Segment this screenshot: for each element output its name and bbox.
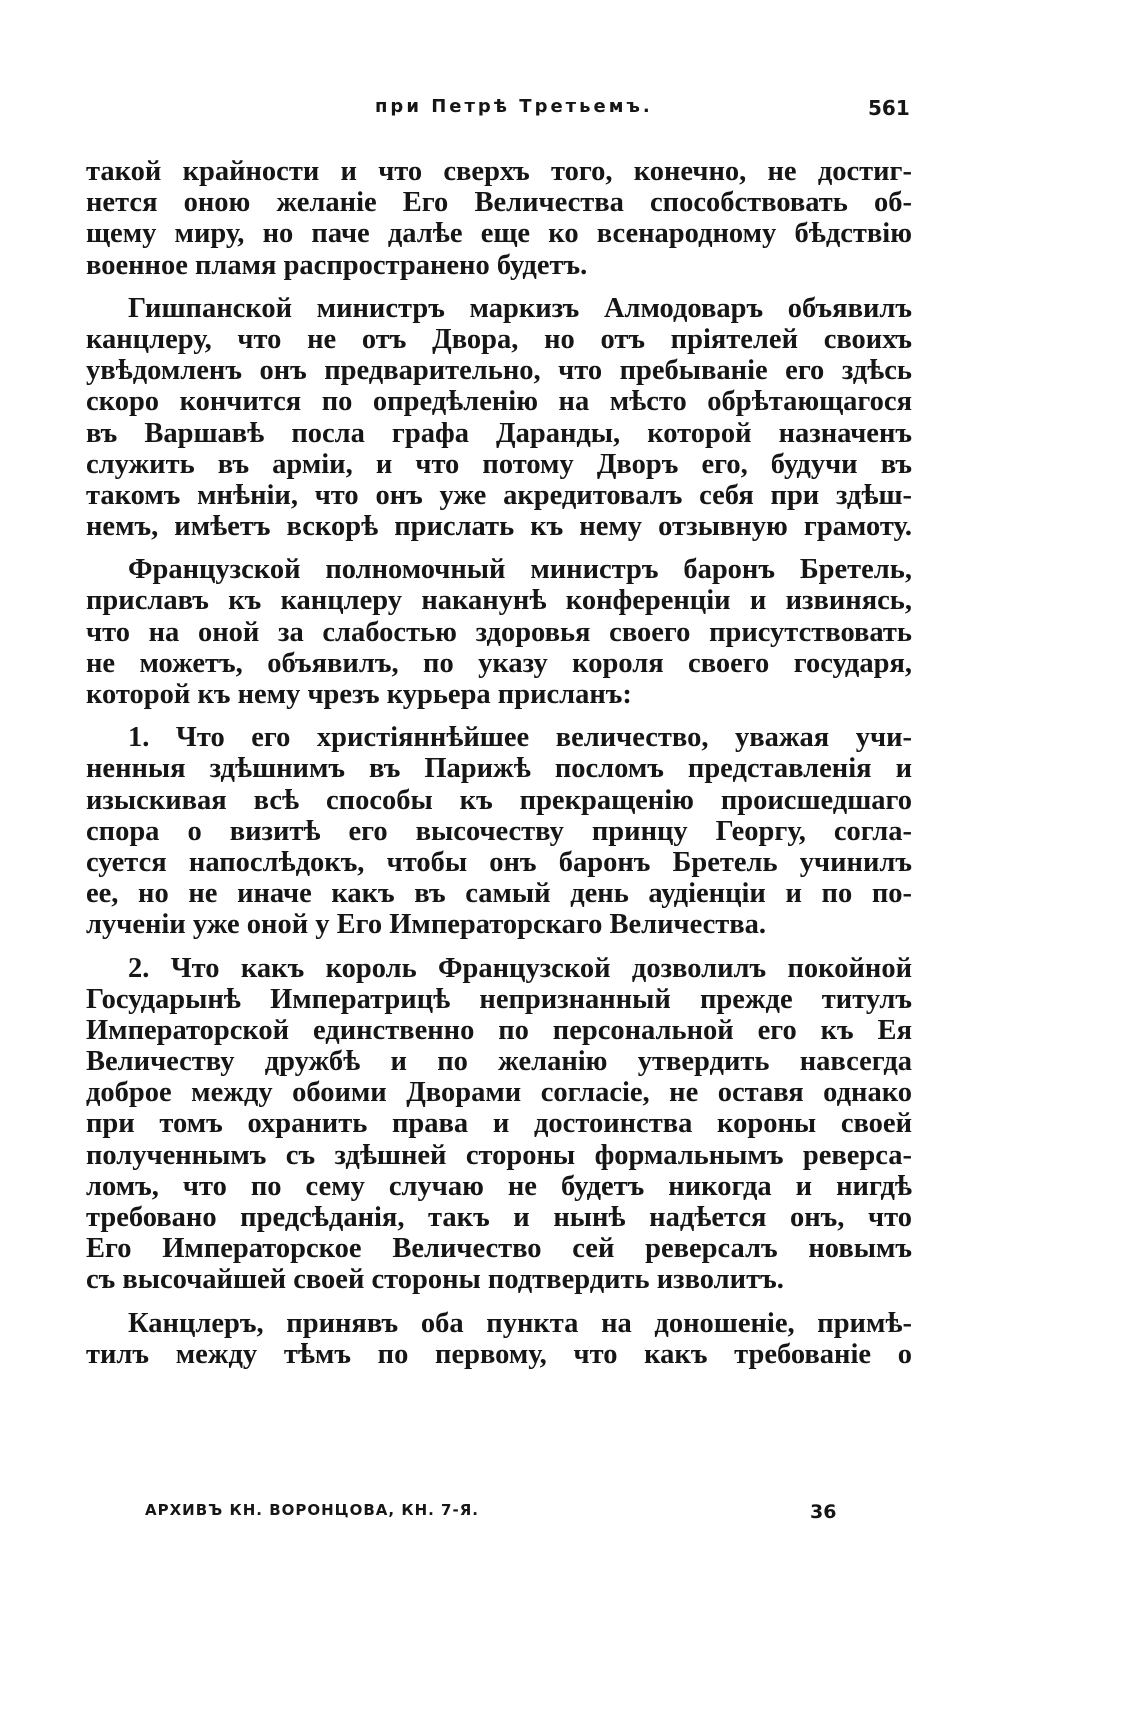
- text-line: лученіи уже оной у Его Императорскаго Величества.: [86, 909, 767, 941]
- text-line: Канцлеръ, принявъ оба пункта на доношеніе, примѣ-: [128, 1307, 912, 1339]
- page-footer: [0, 1501, 1140, 1537]
- text-line: Французской полномочный министръ баронъ Бретель,: [128, 554, 912, 586]
- text-line: что на оной за слабостью здоровья своего присутствовать: [86, 616, 912, 648]
- text-line: скоро кончится по опредѣленію на мѣсто обрѣтающагося: [86, 386, 912, 418]
- text-line: Гишпанской министръ маркизъ Алмодоваръ объявилъ: [128, 292, 912, 324]
- body-text: [86, 156, 912, 1370]
- text-line: полученнымъ съ здѣшней стороны формальнымъ реверса-: [86, 1139, 912, 1171]
- text-line: изыскивая всѣ способы къ прекращенію происшедшаго: [86, 784, 912, 816]
- text-line: 1. Что его христіяннѣйшее величество, уважая учи-: [128, 722, 912, 754]
- numbered-paragraph: [86, 953, 912, 1296]
- text-line: не можетъ, объявилъ, по указу короля своего государя,: [86, 647, 912, 679]
- text-line: при томъ охранить права и достоинства короны своей: [86, 1108, 912, 1140]
- text-line: увѣдомленъ онъ предварительно, что пребываніе его здѣсь: [86, 355, 912, 387]
- footer-source: АРХИВЪ КН. ВОРОНЦОВА, КН. 7-Я.: [145, 1501, 479, 1519]
- numbered-paragraph: [86, 722, 912, 940]
- text-line: 2. Что какъ король Французской дозволилъ покойной: [128, 952, 912, 984]
- text-line: ломъ, что по сему случаю не будетъ никогда и нигдѣ: [86, 1170, 912, 1202]
- text-line: ее, но не иначе какъ въ самый день аудіенціи и по по-: [86, 878, 912, 910]
- running-title: при Петрѣ Третьемъ.: [375, 96, 653, 117]
- paragraph: [86, 554, 912, 710]
- page-number: 561: [868, 96, 910, 120]
- text-line: Его Императорское Величество сей реверсалъ новымъ: [86, 1233, 912, 1265]
- paragraph: [86, 1308, 912, 1370]
- text-line: которой къ нему чрезъ курьера присланъ:: [86, 679, 632, 710]
- text-line: Императорской единственно по персональной его къ Ея: [86, 1014, 912, 1046]
- text-line: суется напослѣдокъ, чтобы онъ баронъ Бретель учинилъ: [86, 846, 912, 878]
- text-line: служить въ арміи, и что потому Дворъ его, будучи въ: [86, 448, 912, 480]
- text-line: такомъ мнѣніи, что онъ уже акредитовалъ себя при здѣш-: [86, 479, 912, 511]
- text-line: канцлеру, что не отъ Двора, но отъ пріятелей своихъ: [86, 323, 912, 355]
- text-line: Государынѣ Императрицѣ непризнанный прежде титулъ: [86, 983, 912, 1015]
- text-line: въ Варшавѣ посла графа Даранды, которой назначенъ: [86, 417, 912, 449]
- text-line: приславъ къ канцлеру наканунѣ конференціи и извинясь,: [86, 585, 912, 617]
- paragraph: [86, 156, 912, 281]
- text-line: доброе между обоими Дворами согласіе, не оставя однако: [86, 1077, 912, 1109]
- text-line: военное пламя распространено будетъ.: [86, 249, 588, 281]
- text-line: требовано предсѣданія, такъ и нынѣ надѣется онъ, что: [86, 1202, 912, 1233]
- signature-mark: 36: [810, 1501, 837, 1523]
- text-line: немъ, имѣетъ вскорѣ прислать къ нему отзывную грамоту.: [86, 511, 912, 543]
- text-line: спора о визитѣ его высочеству принцу Георгу, согла-: [86, 815, 912, 847]
- text-line: щему миру, но паче далѣе еще ко всенародному бѣдствію: [86, 218, 912, 250]
- text-line: Величеству дружбѣ и по желанію утвердить навсегда: [86, 1046, 912, 1078]
- running-head: [0, 96, 1140, 136]
- text-line: ненныя здѣшнимъ въ Парижѣ посломъ представленія и: [86, 753, 912, 785]
- text-line: такой крайности и что сверхъ того, конечно, не достиг-: [86, 156, 912, 187]
- text-line: нется оною желаніе Его Величества способствовать об-: [86, 187, 912, 219]
- text-line: съ высочайшей своей стороны подтвердить изволитъ.: [86, 1264, 784, 1296]
- paragraph: [86, 293, 912, 543]
- text-line: тилъ между тѣмъ по первому, что какъ требованіе о: [86, 1338, 912, 1370]
